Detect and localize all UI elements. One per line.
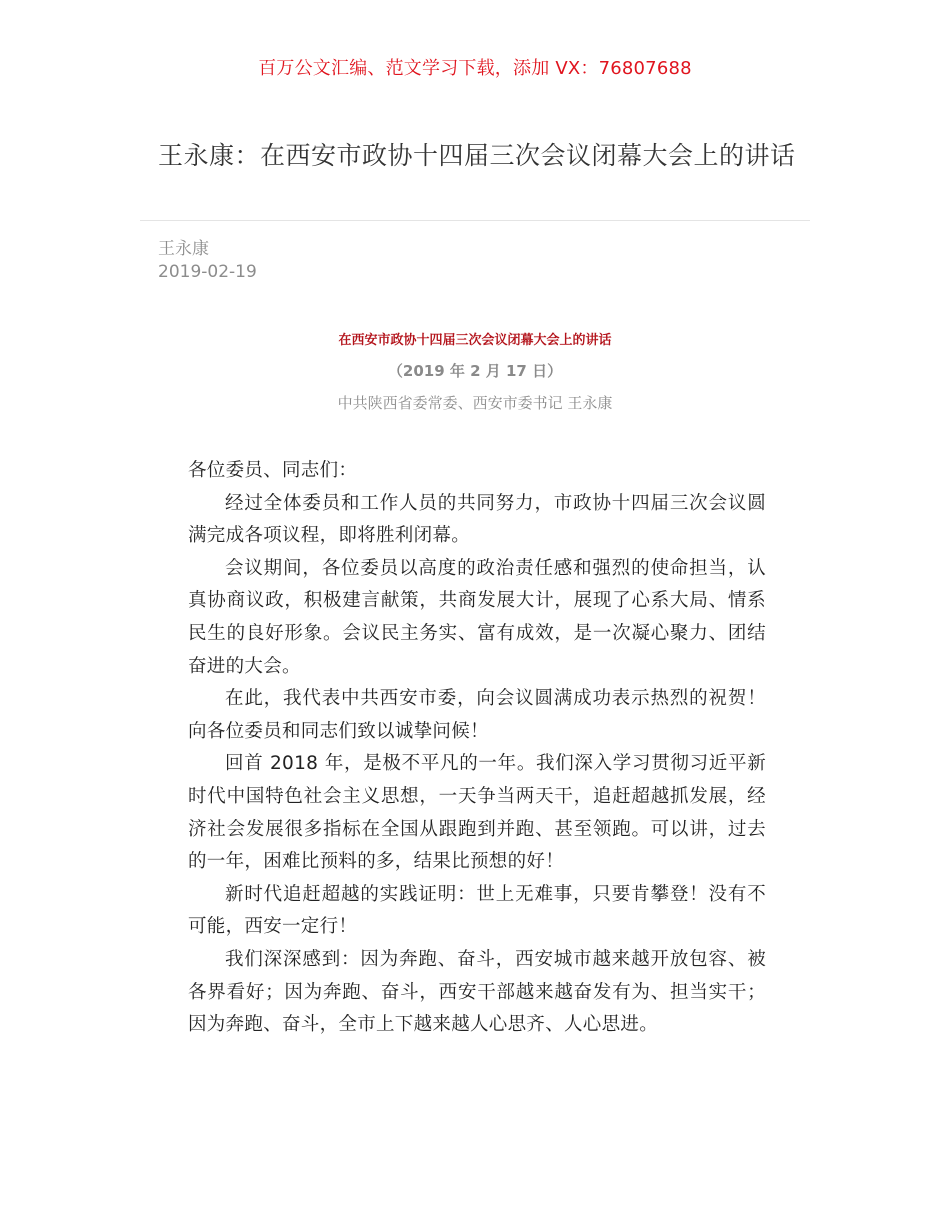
body-paragraph: 会议期间，各位委员以高度的政治责任感和强烈的使命担当，认真协商议政，积极建言献策，共商发展大计，展现了心系大局、情系民生的良好形象。会议民主务实、富有成效，是一次凝心聚力、团结奋进的大会。 [188,557,766,677]
article-body [188,455,766,1042]
promo-banner: 百万公文汇编、范文学习下载，添加 VX：76807688 [258,58,692,79]
body-paragraph: 回首 2018 年，是极不平凡的一年。我们深入学习贯彻习近平新时代中国特色社会主义思想，一天争当两天干，追赶超越抓发展，经济社会发展很多指标在全国从跟跑到并跑、甚至领跑。可以讲，过去的一年，困难比预料的多，结果比预想的好！ [188,753,766,873]
body-paragraph: 在此，我代表中共西安市委，向会议圆满成功表示热烈的祝贺！向各位委员和同志们致以诚挚问候！ [188,688,766,742]
article-date: 2019-02-19 [158,262,257,282]
title-divider [140,220,810,221]
body-paragraph: 我们深深感到：因为奔跑、奋斗，西安城市越来越开放包容、被各界看好；因为奔跑、奋斗，西安干部越来越奋发有为、担当实干；因为奔跑、奋斗，全市上下越来越人心思齐、人心思进。 [188,948,766,1036]
speech-date: （2019 年 2 月 17 日） [387,362,563,380]
body-paragraph: 新时代追赶超越的实践证明：世上无难事，只要肯攀登！没有不可能，西安一定行！ [188,883,766,938]
article-meta [158,238,257,284]
speech-speaker: 中共陕西省委常委、西安市委书记 王永康 [337,394,613,412]
article-author: 王永康 [158,239,209,259]
body-paragraph: 经过全体委员和工作人员的共同努力，市政协十四届三次会议圆满完成各项议程，即将胜利闭幕。 [188,492,766,547]
speech-header [0,330,950,414]
speech-title: 在西安市政协十四届三次会议闭幕大会上的讲话 [338,333,612,348]
article-title: 王永康：在西安市政协十四届三次会议闭幕大会上的讲话 [158,141,796,170]
salutation: 各位委员、同志们： [188,460,358,481]
